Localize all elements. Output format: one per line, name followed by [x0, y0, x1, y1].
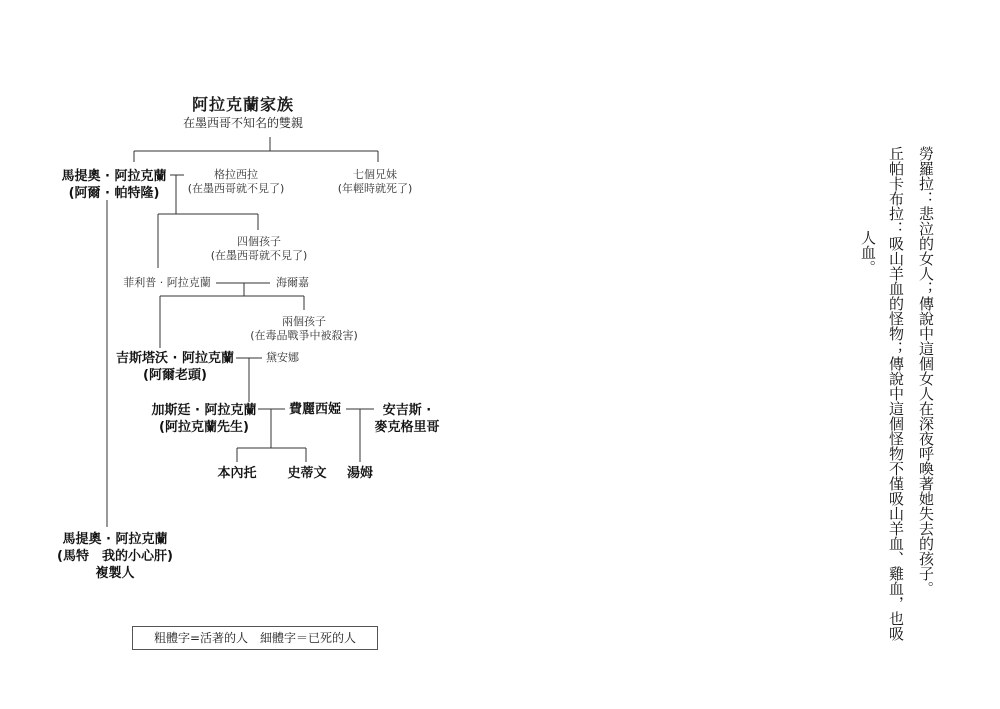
- person-name: 七個兄妹: [353, 168, 397, 181]
- person-note: (在墨西哥就不見了): [187, 182, 285, 195]
- person-name: 海爾嘉: [276, 276, 309, 289]
- person-note: (在毒品戰爭中被殺害): [250, 329, 358, 342]
- person-seven-siblings: [338, 168, 413, 196]
- person-alias: (馬特 我的小心肝): [57, 549, 173, 564]
- person-name: 四個孩子: [237, 235, 281, 248]
- person-note: (在墨西哥就不見了): [210, 249, 308, 262]
- person-name: 史蒂文: [287, 466, 327, 481]
- person-note: (年輕時就死了): [337, 182, 413, 195]
- person-name-cont: 麥克格里哥: [374, 420, 440, 435]
- person-note: 複製人: [95, 566, 135, 581]
- person-two-children: [250, 315, 358, 343]
- person-felicia: [289, 401, 341, 418]
- person-matt-clone: [57, 531, 173, 582]
- diagram-title: 阿拉克蘭家族: [191, 95, 295, 114]
- person-mateo-elder: [62, 168, 167, 202]
- diagram-subtitle: 在墨西哥不知名的雙親: [182, 116, 304, 130]
- person-alias: (阿拉克蘭先生): [159, 420, 249, 435]
- person-name: 安吉斯 ·: [382, 403, 432, 418]
- legend-text: 粗體字=活著的人 細體字＝已死的人: [153, 631, 357, 645]
- person-name: 兩個孩子: [282, 315, 326, 328]
- person-name: 馬提奧 · 阿拉克蘭: [62, 532, 168, 547]
- person-steven: [287, 465, 326, 482]
- person-name: 費麗西婭: [288, 402, 342, 417]
- person-benito: [217, 465, 256, 482]
- person-helga: [276, 276, 309, 290]
- person-alias: (阿爾 · 帕特隆): [68, 186, 160, 201]
- person-name: 菲利普 · 阿拉克蘭: [123, 276, 211, 289]
- note-column-2: 丘帕卡布拉：吸山羊血的怪物；傳說中這個怪物不僅吸山羊血、雞血，也吸: [887, 146, 905, 641]
- note-column-3: 人血。: [859, 230, 877, 275]
- person-name: 格拉西拉: [214, 168, 258, 181]
- person-mcgregor: [374, 402, 439, 436]
- person-name: 加斯廷 · 阿拉克蘭: [151, 403, 257, 418]
- person-name: 吉斯塔沃 · 阿拉克蘭: [116, 351, 234, 366]
- person-name: 馬提奧 · 阿拉克蘭: [61, 169, 167, 184]
- note-column-1: 勞羅拉：悲泣的女人；傳說中這個女人在深夜呼喚著她失去的孩子。: [917, 146, 935, 596]
- person-name: 黛安娜: [266, 351, 299, 364]
- person-graciela: [188, 168, 285, 196]
- person-tom: [347, 465, 373, 482]
- person-mr-alacran: [152, 402, 257, 436]
- legend-box: [132, 626, 378, 650]
- person-gustavo: [116, 350, 234, 384]
- person-name: 本內托: [217, 466, 257, 481]
- person-four-children: [211, 235, 308, 263]
- family-tree-header: [183, 95, 303, 131]
- person-diana: [266, 351, 299, 365]
- person-name: 湯姆: [346, 466, 374, 481]
- person-alias: (阿爾老頭): [143, 368, 207, 383]
- person-felipe: [123, 276, 211, 290]
